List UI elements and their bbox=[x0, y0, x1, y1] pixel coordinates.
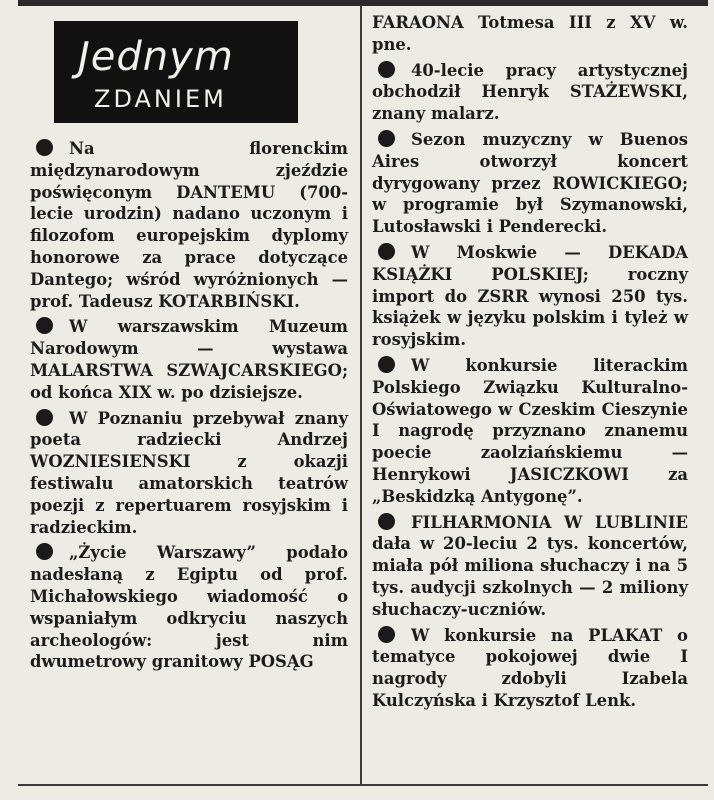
right-column bbox=[372, 0, 688, 716]
news-item-text: W konkursie na PLAKAT o tematyce pokojowej dwie I nagrody zdobyli Izabela Kulczyńska i Krzysztof Lenk. bbox=[372, 625, 688, 710]
news-item-text: Na florenckim międzynarodowym zjeździe poświęconym DANTEMU (700-lecie urodzin) nadano uczonym i filozofom europejskim dyplomy honorowe za prace dotyczące Dantego; wśród wyróżnionych — prof. Tadeusz KOTARBIŃSKI. bbox=[30, 139, 348, 311]
news-item bbox=[372, 355, 688, 508]
news-item-text: W Moskwie — DEKADA KSIĄŻKI POLSKIEJ; roczny import do ZSRR wynosi 250 tys. książek w języku polskim i tyleż w rosyjskim. bbox=[372, 242, 688, 350]
news-item bbox=[372, 625, 688, 712]
bullet-icon bbox=[378, 356, 395, 373]
bullet-icon bbox=[36, 409, 53, 426]
news-item-text: „Życie Warszawy” podało nadesłaną z Egiptu od prof. Michałowskiego wiadomość o wspaniałym odkryciu naszych archeologów: jest nim dwumetrowy granitowy POSĄG bbox=[30, 543, 348, 672]
news-item bbox=[30, 542, 348, 673]
bullet-icon bbox=[36, 543, 53, 560]
column-divider bbox=[360, 6, 362, 784]
news-item-text: FILHARMONIA W LUBLINIE dała w 20-leciu 2 tys. koncertów, miała pół miliona słuchaczy i na 5 tys. audycji szkolnych — 2 miliony słuchaczy-uczniów. bbox=[372, 512, 688, 619]
bullet-icon bbox=[378, 513, 395, 530]
news-item-text: W konkursie literackim Polskiego Związku Kulturalno-Oświatowego w Czeskim Cieszynie I nagrodę przyznano znanemu poecie zaolziańskiemu — Henrykowi JASICZKOWI za „Beskidzką Antygonę”. bbox=[372, 355, 688, 506]
news-item bbox=[372, 242, 688, 351]
news-item-text: 40-lecie pracy artystycznej obchodził Henryk STAŻEWSKI, znany malarz. bbox=[372, 60, 688, 124]
bullet-icon bbox=[378, 243, 395, 260]
bullet-icon bbox=[36, 139, 53, 156]
news-item-text: Sezon muzyczny w Buenos Aires otworzył koncert dyrygowany przez ROWICKIEGO; w programie był Szymanowski, Lutosławski i Penderecki. bbox=[372, 129, 688, 237]
section-title-top: Jednym bbox=[78, 34, 234, 80]
bullet-icon bbox=[36, 317, 53, 334]
news-item-text: W Poznaniu przebywał znany poeta radziecki Andrzej WOZNIESIENSKI z okazji festiwalu amatorskich teatrów poezji z repertuarem rosyjskim i radzieckim. bbox=[30, 408, 348, 537]
bottom-rule bbox=[18, 784, 708, 786]
bullet-icon bbox=[378, 626, 395, 643]
bullet-icon bbox=[378, 61, 395, 78]
news-item-continuation: FARAONA Totmesa III z XV w. pne. bbox=[372, 13, 688, 54]
news-item bbox=[30, 316, 348, 403]
bullet-icon bbox=[378, 130, 395, 147]
news-item bbox=[30, 408, 348, 539]
news-item bbox=[30, 138, 348, 312]
left-column bbox=[30, 0, 348, 677]
news-item bbox=[372, 60, 688, 125]
news-item-text: W warszawskim Muzeum Narodowym — wystawa MALARSTWA SZWAJCARSKIEGO; od końca XIX w. po dzisiejsze. bbox=[30, 317, 348, 402]
news-item bbox=[372, 512, 688, 621]
section-title-bottom: ZDANIEM bbox=[94, 85, 227, 113]
news-item bbox=[372, 129, 688, 238]
